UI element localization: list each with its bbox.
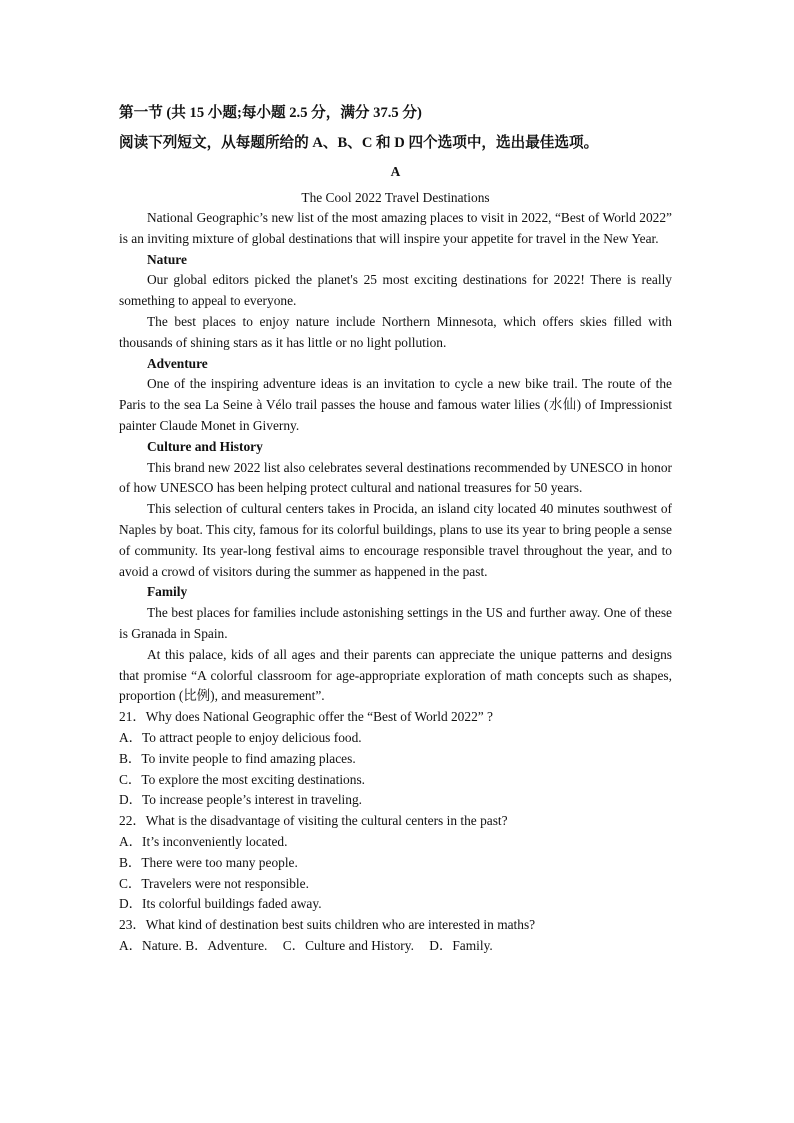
- intro-paragraph: National Geographic’s new list of the most amazing places to visit in 2022, “Best of World 2022” is an inviting mixture of global destinations that will inspire your appetite for travel in the New Year.: [119, 210, 672, 246]
- question-stem: 21．Why does National Geographic offer the “Best of World 2022” ?: [119, 709, 494, 725]
- question-stem: 23．What kind of destination best suits children who are interested in maths?: [119, 917, 536, 933]
- question-22: [119, 811, 672, 915]
- options-row: [119, 936, 672, 957]
- section-header: 第一节 (共 15 小题;每小题 2.5 分，满分 37.5 分): [119, 105, 422, 121]
- instructions: 阅读下列短文，从每题所给的 A、B、C 和 D 四个选项中，选出最佳选项。: [119, 135, 599, 151]
- adventure-paragraph-1: One of the inspiring adventure ideas is an invitation to cycle a new bike trail. The route of the Paris to the sea La Seine à Vélo trail passes the house and famous water lilies (水仙) of Impressionist painter Claude Monet in Giverny.: [119, 376, 672, 433]
- question-stem: 22．What is the disadvantage of visiting the cultural centers in the past?: [119, 813, 508, 829]
- option-c[interactable]: C．Culture and History.: [282, 937, 414, 953]
- culture-paragraph-1: This brand new 2022 list also celebrates several destinations recommended by UNESCO in honor of how UNESCO has been helping protect cultural and national treasures for 50 years.: [119, 459, 672, 496]
- family-paragraph-2: At this palace, kids of all ages and their parents can appreciate the unique patterns and designs that promise “A colorful classroom for age-appropriate exploration of math concepts such as shapes, proportion (比例), and measurement”.: [119, 646, 672, 704]
- option-a[interactable]: A．To attract people to enjoy delicious food.: [119, 729, 362, 745]
- culture-paragraph-2: This selection of cultural centers takes in Procida, an island city located 40 minutes southwest of Naples by boat. This city, famous for its colorful buildings, plans to use its year to bring people a sense of community. Its year-long festival aims to encourage responsible travel throughout the year, and to avoid a crowd of visitors during the summer as happened in the past.: [119, 501, 672, 579]
- family-paragraph-1: The best places for families include astonishing settings in the US and further away. One of these is Granada in Spain.: [119, 605, 672, 641]
- option-a-b[interactable]: A．Nature. B．Adventure.: [119, 937, 268, 953]
- option-c[interactable]: C．Travelers were not responsible.: [119, 875, 309, 891]
- adventure-heading: Adventure: [147, 355, 208, 371]
- nature-paragraph-1: Our global editors picked the planet's 25 most exciting destinations for 2022! There is really something to appeal to everyone.: [119, 272, 672, 309]
- culture-heading: Culture and History: [147, 438, 263, 454]
- nature-heading: Nature: [147, 251, 187, 267]
- option-d[interactable]: D．Family.: [429, 937, 493, 953]
- nature-paragraph-2: The best places to enjoy nature include Northern Minnesota, which offers skies filled with thousands of shining stars as it has little or no light pollution.: [119, 313, 672, 350]
- page-content: [119, 101, 672, 957]
- option-b[interactable]: B．There were too many people.: [119, 854, 298, 870]
- passage-title: The Cool 2022 Travel Destinations: [301, 190, 490, 205]
- option-c[interactable]: C．To explore the most exciting destinations.: [119, 771, 366, 787]
- family-heading: Family: [147, 584, 188, 600]
- option-a[interactable]: A．It’s inconveniently located.: [119, 833, 288, 849]
- question-21: [119, 707, 672, 811]
- question-23: [119, 915, 672, 957]
- option-b[interactable]: B．To invite people to find amazing places.: [119, 750, 356, 766]
- passage-letter: A: [390, 164, 401, 179]
- option-d[interactable]: D．Its colorful buildings faded away.: [119, 896, 322, 912]
- option-d[interactable]: D．To increase people’s interest in traveling.: [119, 792, 362, 808]
